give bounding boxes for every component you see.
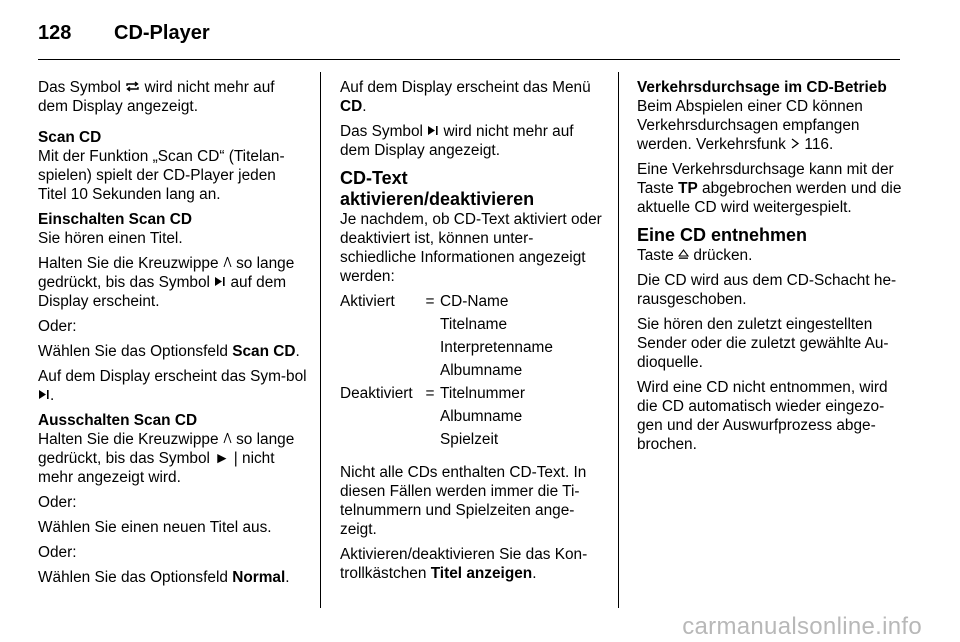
rocker-up-icon [223,255,232,272]
paragraph: Oder: [38,318,77,335]
paragraph: Halten Sie die Kreuzwippe so lange gedrückt, bis das Symbol ► | nicht mehr angezeigt wird. [38,431,295,486]
paragraph: Wird eine CD nicht entnommen, wird die CD automatisch wieder eingezo-gen und der Auswurfprozess abge-brochen. [637,379,888,453]
section-title-cd-text: CD-Text aktivieren/deaktivieren [340,168,535,209]
scan-icon [427,123,439,140]
paragraph: Beim Abspielen einer CD können Verkehrsdurchsagen empfangen werden. Verkehrsfunk 116. [637,98,863,153]
table-row: Spielzeit [440,431,499,448]
table-row: Deaktiviert = Titelnummer [340,385,525,402]
paragraph: Auf dem Display erscheint das Sym-bol . [38,368,307,404]
paragraph: Oder: [38,494,77,511]
subsection-title-off: Ausschalten Scan CD [38,412,198,429]
rocker-up-icon [223,431,232,448]
paragraph: Das Symbol wird nicht mehr auf dem Display angezeigt. [340,123,574,159]
page-reference-arrow-icon [790,136,800,153]
table-row: Titelname [440,316,508,333]
paragraph: Sie hören den zuletzt eingestellten Sender oder die zuletzt gewählte Au-dioquelle. [637,316,889,371]
paragraph: Wählen Sie das Optionsfeld Scan CD. [38,343,300,360]
column-1 [38,78,308,593]
paragraph: Oder: [38,544,77,561]
section-title-traffic: Verkehrsdurchsage im CD-Betrieb [637,79,887,96]
subsection-title-on: Einschalten Scan CD [38,211,192,228]
paragraph: Mit der Funktion „Scan CD“ (Titelan-spielen) spielt der CD-Player jeden Titel 10 Sekunden lang an. [38,148,285,203]
paragraph: Das Symbol wird nicht mehr auf dem Display angezeigt. [38,79,275,115]
table-row: Interpretenname [440,339,553,356]
scan-icon [38,387,50,404]
column-divider-1 [320,72,321,608]
column-2 [340,78,604,589]
paragraph: Je nachdem, ob CD-Text aktiviert oder deaktiviert ist, können unter-schiedliche Informationen angezeigt werden: [340,211,602,285]
header-rule [38,59,900,60]
table-row: Albumname [440,408,523,425]
paragraph: Sie hören einen Titel. [38,230,183,247]
paragraph: Halten Sie die Kreuzwippe so lange gedrückt, bis das Symbol auf dem Display erscheint. [38,255,295,310]
table-row: Aktiviert = CD-Name [340,293,509,310]
section-title-scan: Scan CD [38,129,102,146]
page-title: CD-Player [114,22,210,44]
paragraph: Wählen Sie das Optionsfeld Normal. [38,569,290,586]
scan-icon [214,274,226,291]
table-row: Albumname [440,362,523,379]
paragraph: Die CD wird aus dem CD-Schacht he-rausgeschoben. [637,272,897,308]
paragraph: Aktivieren/deaktivieren Sie das Kon-trollkästchen Titel anzeigen. [340,546,588,582]
paragraph: Auf dem Display erscheint das Menü CD. [340,79,591,115]
watermark-link[interactable]: carmanualsonline.info [682,613,922,640]
paragraph: Nicht alle CDs enthalten CD-Text. In diesen Fällen werden immer die Ti-telnummern und Spielzeiten ange-zeigt. [340,464,587,538]
column-3 [637,78,905,460]
column-divider-2 [618,72,619,608]
cd-text-definition-table [340,292,553,453]
page-number: 128 [38,22,72,44]
paragraph: Taste drücken. [637,247,753,264]
paragraph: Eine Verkehrsdurchsage kann mit der Taste TP abgebrochen werden und die aktuelle CD wird weitergespielt. [637,161,902,216]
section-title-eject: Eine CD entnehmen [637,225,808,245]
paragraph: Wählen Sie einen neuen Titel aus. [38,519,272,536]
eject-icon [678,247,689,264]
repeat-icon [125,79,140,96]
page-header [38,22,210,44]
